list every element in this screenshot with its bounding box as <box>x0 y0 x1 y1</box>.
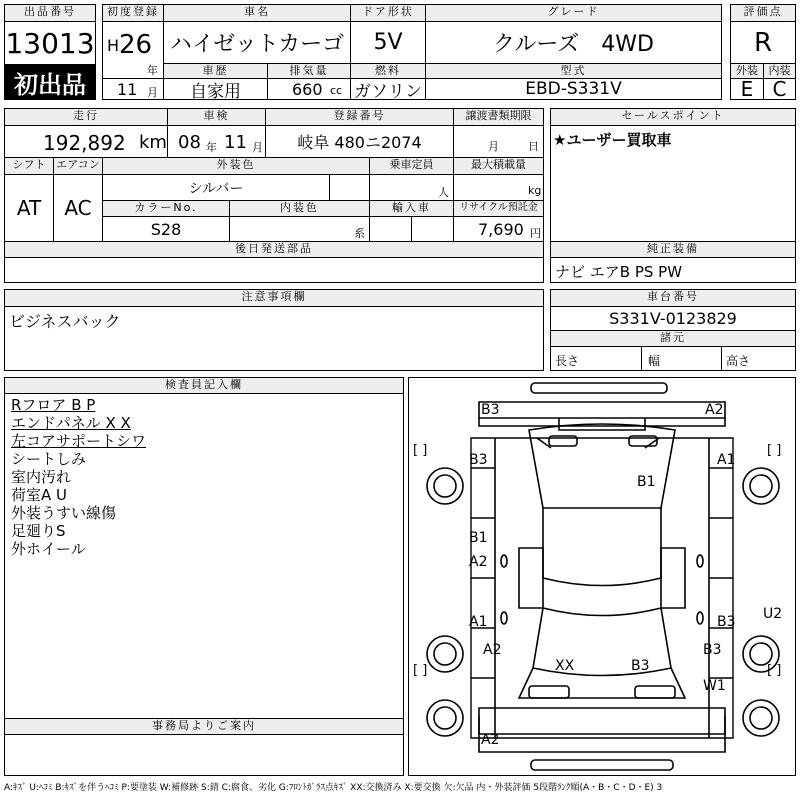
car-diagram-box <box>408 377 796 776</box>
inspection-year-unit: 年 <box>206 141 217 154</box>
mileage-header: 走行 <box>4 108 168 126</box>
bracket-right-bottom: [ ] <box>767 663 782 678</box>
mark-left-front-door: A1 <box>469 614 488 630</box>
inspector-line: Rフロア B P <box>11 396 96 414</box>
sales-point: ★ユーザー買取車 <box>553 131 672 149</box>
mileage: 192,892 <box>43 131 126 155</box>
inspector-line: エンドパネル X X <box>11 414 131 432</box>
mark-left-slide-b1: B1 <box>469 530 488 546</box>
reg-month-unit: 月 <box>147 86 158 99</box>
ext-color-extra <box>329 174 370 201</box>
inspector-line: 室内汚れ <box>11 468 72 486</box>
transfer-day-unit: 日 <box>528 140 539 153</box>
shift-header: シフト <box>4 157 54 175</box>
width-label: 幅 <box>648 354 661 368</box>
shift: AT <box>4 174 54 242</box>
model: EBD-S331V <box>425 78 722 100</box>
car-name-header: 車名 <box>163 4 351 22</box>
front-bumper-bottom <box>531 760 673 770</box>
displacement-header: 排気量 <box>267 63 351 79</box>
plate-header: 登録番号 <box>265 108 454 126</box>
reg-month-cell <box>102 78 164 100</box>
recycle-cell <box>453 216 544 242</box>
mileage-cell <box>4 125 168 158</box>
load-header: 最大積載量 <box>453 157 544 175</box>
caution-text: ビジネスバック <box>9 312 121 331</box>
length-label: 長さ <box>555 354 580 368</box>
capacity-cell <box>369 174 454 201</box>
displacement-cell <box>267 78 351 100</box>
score: R <box>730 21 796 64</box>
recycle-unit: 円 <box>530 227 541 240</box>
sales-point-header: セールスポイント <box>550 108 796 126</box>
width-cell <box>641 346 722 371</box>
ext-color-header: 外装色 <box>102 157 370 175</box>
mark-left-slide-a2: A2 <box>469 554 488 570</box>
import-cell-a <box>369 216 412 242</box>
mark-right-front: B3 <box>703 642 722 658</box>
recycle-fee: 7,690 <box>478 220 524 239</box>
inspection-cell <box>167 125 266 158</box>
mark-rear-left: B3 <box>481 402 500 418</box>
bracket-left-top: [ ] <box>413 443 428 458</box>
first-registration-header: 初度登録 <box>102 4 164 22</box>
later-parts-box <box>4 257 544 283</box>
inspector-line: 左コアサポートシワ <box>11 432 147 450</box>
caution-box <box>4 306 544 371</box>
load-unit: kg <box>528 184 542 197</box>
model-header: 型式 <box>425 63 722 79</box>
equipment-header: 純正装備 <box>550 241 796 258</box>
height-label: 高さ <box>726 354 751 368</box>
caution-header: 注意事項欄 <box>4 289 544 307</box>
mark-front-bumper: A2 <box>481 732 500 748</box>
history: 自家用 <box>163 78 268 100</box>
inspector-line: 外ホイール <box>11 540 86 558</box>
first-listing-badge: 初出品 <box>4 64 96 100</box>
inspection-month-unit: 月 <box>252 141 263 154</box>
fuel: ガソリン <box>350 78 426 100</box>
ext-color: シルバー <box>102 174 330 201</box>
score-header: 評価点 <box>730 4 796 22</box>
capacity-header: 乗車定員 <box>369 157 454 175</box>
mark-left-rear-door: B3 <box>469 452 488 468</box>
reg-month: 11 <box>117 80 138 99</box>
era: H <box>107 36 120 55</box>
later-parts-header: 後日発送部品 <box>4 241 544 258</box>
mileage-unit: km <box>139 132 167 153</box>
mark-front-panel: XX <box>555 658 575 674</box>
chassis-number: S331V-0123829 <box>550 306 796 331</box>
car-name: ハイゼットカーゴ <box>163 21 351 64</box>
rear-bumper-top <box>531 383 667 393</box>
exterior-grade: E <box>730 78 764 100</box>
inspection-year: 08 <box>178 132 201 153</box>
mark-right-front-panel: B3 <box>631 658 650 674</box>
sales-point-box <box>550 125 796 242</box>
inspection-month: 11 <box>224 132 247 153</box>
inspector-line: 足廻りS <box>11 522 66 540</box>
inspector-line: シートしみ <box>11 450 87 468</box>
fuel-header: 燃料 <box>350 63 426 79</box>
height-cell <box>721 346 796 371</box>
bracket-left-bottom: [ ] <box>413 663 428 678</box>
equipment: ナビ エアB PS PW <box>555 263 683 281</box>
mark-rear-right: A2 <box>705 402 724 418</box>
plate-number: 岐阜 480ニ2074 <box>265 125 454 158</box>
transfer-month-unit: 月 <box>488 140 499 153</box>
int-color-cell <box>229 216 370 242</box>
reg-year-unit: 年 <box>147 64 158 77</box>
aircon: AC <box>53 174 103 242</box>
import-header: 輸入車 <box>369 200 454 217</box>
mark-right-side: U2 <box>763 606 783 622</box>
inspector-notes <box>11 396 146 558</box>
dims-header: 諸元 <box>550 330 796 347</box>
int-color-header: 内装色 <box>229 200 370 217</box>
import-cell-b <box>411 216 454 242</box>
displacement-unit: cc <box>330 84 343 97</box>
inspector-box <box>4 393 404 719</box>
grade: クルーズ 4WD <box>425 21 722 64</box>
inspector-line: 荷室A U <box>11 486 68 504</box>
equipment-box <box>550 257 796 283</box>
rear-bumper <box>479 402 725 426</box>
door-type: 5V <box>350 21 426 64</box>
mark-left-front-fender: A2 <box>483 642 502 658</box>
office-box <box>4 734 404 776</box>
aircon-header: エアコン <box>53 157 103 175</box>
mark-right-wheel: W1 <box>703 678 726 694</box>
office-header: 事務局よりご案内 <box>4 718 404 735</box>
mark-right-rear-upper: A1 <box>717 452 736 468</box>
color-no: S28 <box>102 216 230 242</box>
inspector-header: 検査員記入欄 <box>4 377 404 394</box>
legend: A:ｷｽﾞ U:ﾍｺﾐ B:ｷｽﾞを伴うﾍｺﾐ P:要塗装 W:補修跡 S:錆 C:腐食、劣化 G:ﾌﾛﾝﾄｶﾞﾗｽ点ｷｽﾞ XX:交換済み X:要交換 欠:欠品 内・外装評価 5段階ﾗﾝｸ順(A・B・C・D・E) 3 <box>4 783 663 793</box>
mark-right-door: B3 <box>717 614 736 630</box>
lot-number: 13013 <box>4 21 96 65</box>
color-no-header: カラーNo. <box>102 200 230 217</box>
bracket-right-top: [ ] <box>767 443 782 458</box>
history-header: 車歴 <box>163 63 268 79</box>
inspection-header: 車検 <box>167 108 266 126</box>
inspector-line: 外装うすい線傷 <box>11 504 117 522</box>
chassis-header: 車台番号 <box>550 289 796 307</box>
recycle-header: リサイクル預託金 <box>453 200 544 217</box>
interior-grade: C <box>763 78 796 100</box>
grade-header: グレード <box>425 4 722 22</box>
exterior-header: 外装 <box>730 63 764 79</box>
interior-header: 内装 <box>763 63 796 79</box>
mark-roof: B1 <box>637 474 656 490</box>
capacity-unit: 人 <box>438 186 449 199</box>
car-diagram <box>409 378 795 775</box>
first-registration-cell <box>102 21 164 79</box>
load-cell <box>453 174 544 201</box>
reg-year: 26 <box>119 30 153 60</box>
transfer-cell <box>453 125 544 158</box>
transfer-header: 譲渡書類期限 <box>453 108 544 126</box>
int-color-unit: 系 <box>354 227 365 240</box>
lot-number-header: 出品番号 <box>4 4 96 22</box>
door-header: ドア形状 <box>350 4 426 22</box>
displacement: 660 <box>292 80 323 99</box>
length-cell <box>550 346 642 371</box>
